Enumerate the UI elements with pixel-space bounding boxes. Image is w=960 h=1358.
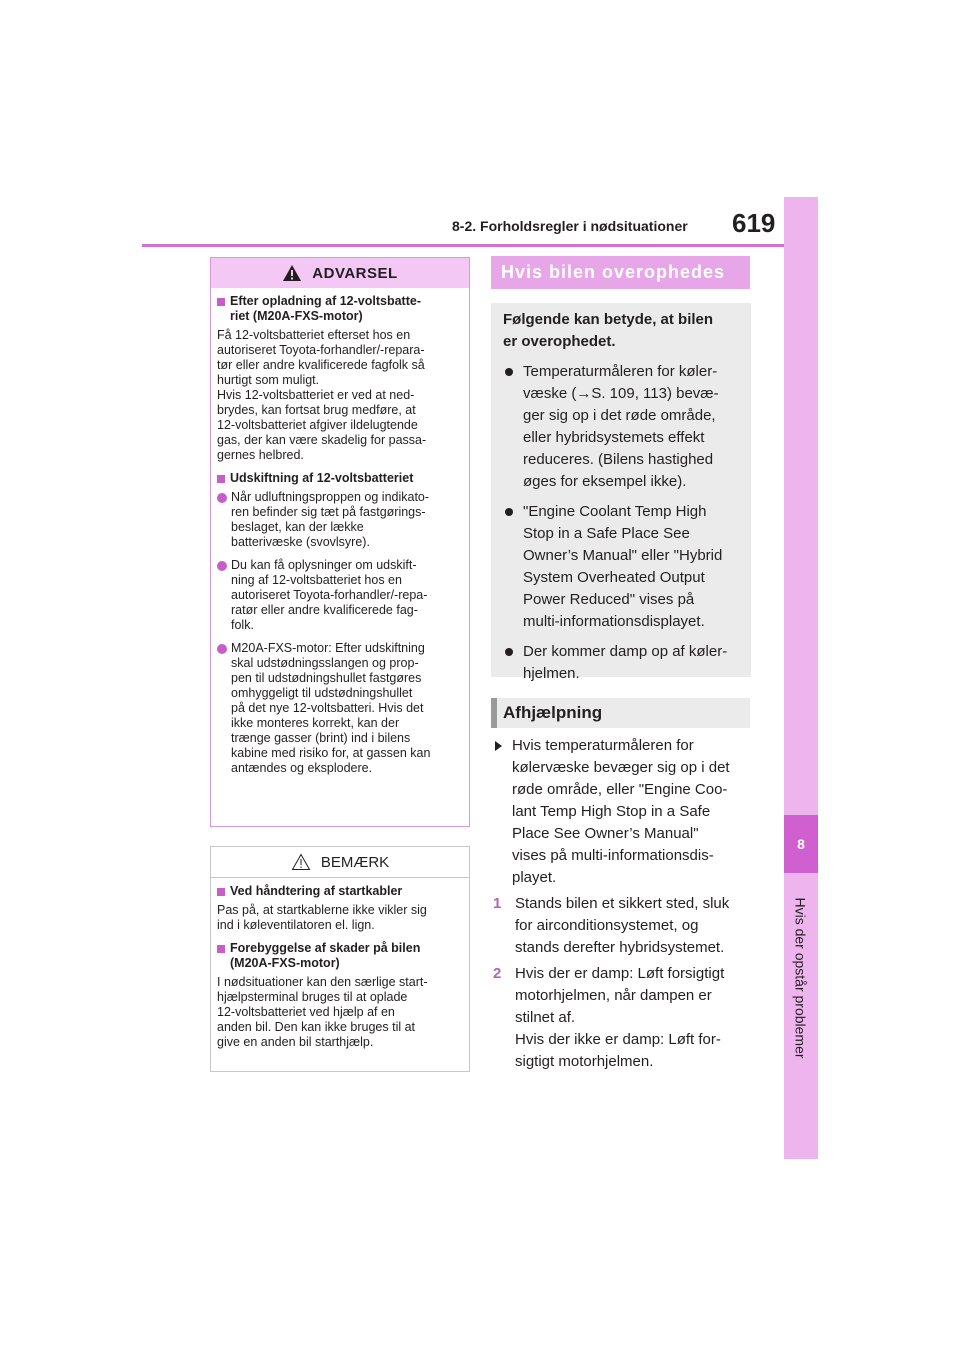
- warning-triangle-icon: [282, 264, 302, 282]
- round-bullet-icon: [505, 508, 513, 516]
- note-box: [210, 846, 470, 1072]
- warning-bullet: [217, 558, 463, 633]
- note-subheading-text: Forebyggelse af skader på bilen (M20A-FXS-motor): [230, 941, 421, 970]
- step-text: Hvis der er damp: Løft forsigtigt motorhjelmen, når dampen er stilnet af. Hvis der ikke er damp: Løft for- sigtigt motorhjelmen.: [515, 965, 725, 1070]
- note-title: BEMÆRK: [320, 853, 390, 871]
- round-bullet-icon: [217, 493, 227, 503]
- warning-bullet: [217, 641, 463, 776]
- symptom-item: [503, 361, 741, 493]
- warning-paragraph: Få 12-voltsbatteriet efterset hos en autoriseret Toyota-forhandler/-repara- tør eller andre kvalificerede fagfolk så hurtigt som muligt. Hvis 12-voltsbatteriet er ved at ned- brydes, kan fortsat brug medføre, at 12-voltsbatteriet afgiver ildelugtende gas, der kan være skadelig for passa- gernes helbred.: [217, 328, 427, 462]
- chapter-title: [783, 878, 819, 1078]
- section-title: 8-2. Forholdsregler i nødsituationer: [452, 218, 688, 234]
- warning-bullet-text: M20A-FXS-motor: Efter udskiftning skal udstødningsslangen og prop- pen til udstødningshullet fastgøres omhyggeligt til udstødningshullet på det nye 12-voltsbatteri. Hvis det ikke monteres korrekt, kan der trænge gasser (brint) ind i bilens kabine med risiko for, at gassen kan antændes og eksplodere.: [231, 641, 431, 775]
- warning-header: [211, 258, 469, 288]
- triangle-bullet-icon: [495, 741, 502, 751]
- round-bullet-icon: [217, 644, 227, 654]
- symptom-text: "Engine Coolant Temp High Stop in a Safe Place See Owner’s Manual" eller "Hybrid System Overheated Output Power Reduced" vises på multi-informationsdisplayet.: [523, 503, 723, 630]
- note-header: [211, 847, 469, 878]
- warning-title: ADVARSEL: [312, 264, 398, 282]
- warning-bullet: [217, 490, 463, 550]
- page-number: 619: [732, 208, 776, 238]
- note-body: [211, 878, 469, 1050]
- note-subheading-text: Ved håndtering af startkabler: [230, 884, 403, 898]
- warning-subheading-text: Efter opladning af 12-voltsbatte- riet (M20A-FXS-motor): [230, 294, 421, 323]
- symptom-item: [503, 501, 741, 633]
- step-number: 2: [493, 965, 502, 982]
- remedy-heading: Afhjælpning: [491, 698, 750, 728]
- square-bullet-icon: [217, 298, 225, 306]
- remedy-step: [491, 963, 753, 1073]
- remedy-body: [491, 735, 753, 1077]
- remedy-condition-text: Hvis temperaturmåleren for kølervæske bevæger sig op i det røde område, eller "Engine Coo- lant Temp High Stop in a Safe Place See Owner’s Manual" vises på multi-informationsdis- playet.: [512, 737, 730, 886]
- symptom-text: Temperaturmåleren for køler- væske (→S. 109, 113) bevæ- ger sig op i det røde område, eller hybridsystemets effekt reduceres. (Bilens hastighed øges for eksempel ikke).: [523, 363, 719, 490]
- warning-subheading: [217, 294, 463, 324]
- round-bullet-icon: [505, 648, 513, 656]
- symptom-item: [503, 641, 741, 685]
- step-number: 1: [493, 895, 502, 912]
- warning-subheading-text: Udskiftning af 12-voltsbatteriet: [230, 471, 414, 485]
- overheating-intro: Følgende kan betyde, at bilen er overophedet.: [503, 311, 714, 350]
- header-rule: [142, 244, 788, 247]
- note-subheading: [217, 884, 463, 899]
- note-paragraph: I nødsituationer kan den særlige start- hjælpsterminal bruges til at oplade 12-voltsbatteriet ved hjælp af en anden bil. Den kan ikke bruges til at give en anden bil starthjælp.: [217, 975, 428, 1049]
- warning-body: [211, 288, 469, 776]
- chapter-title-text: Hvis der opstår problemer: [793, 897, 809, 1059]
- square-bullet-icon: [217, 475, 225, 483]
- remedy-step: [491, 893, 753, 959]
- chapter-number: 8: [784, 815, 818, 873]
- warning-bullet-text: Når udluftningsproppen og indikato- ren befinder sig tæt på fastgørings- beslaget, kan der lække batterivæske (svovlsyre).: [231, 490, 430, 549]
- round-bullet-icon: [505, 368, 513, 376]
- square-bullet-icon: [217, 888, 225, 896]
- warning-subheading: [217, 471, 463, 486]
- note-subheading: [217, 941, 463, 971]
- note-paragraph: Pas på, at startkablerne ikke vikler sig ind i køleventilatoren el. lign.: [217, 903, 427, 932]
- warning-bullet-text: Du kan få oplysninger om udskift- ning af 12-voltsbatteriet hos en autoriseret Toyota-forhandler/-repa- ratør eller andre kvalificerede fag- folk.: [231, 558, 428, 632]
- step-text: Stands bilen et sikkert sted, sluk for airconditionsystemet, og stands derefter hybridsystemet.: [515, 895, 730, 956]
- symptom-text: Der kommer damp op af køler- hjelmen.: [523, 643, 728, 682]
- caution-triangle-icon: [291, 853, 311, 871]
- round-bullet-icon: [217, 561, 227, 571]
- overheating-heading: Hvis bilen overophedes: [491, 256, 750, 289]
- overheating-symptoms-box: [491, 303, 751, 682]
- warning-box: [210, 257, 470, 827]
- remedy-condition: [491, 735, 753, 889]
- square-bullet-icon: [217, 945, 225, 953]
